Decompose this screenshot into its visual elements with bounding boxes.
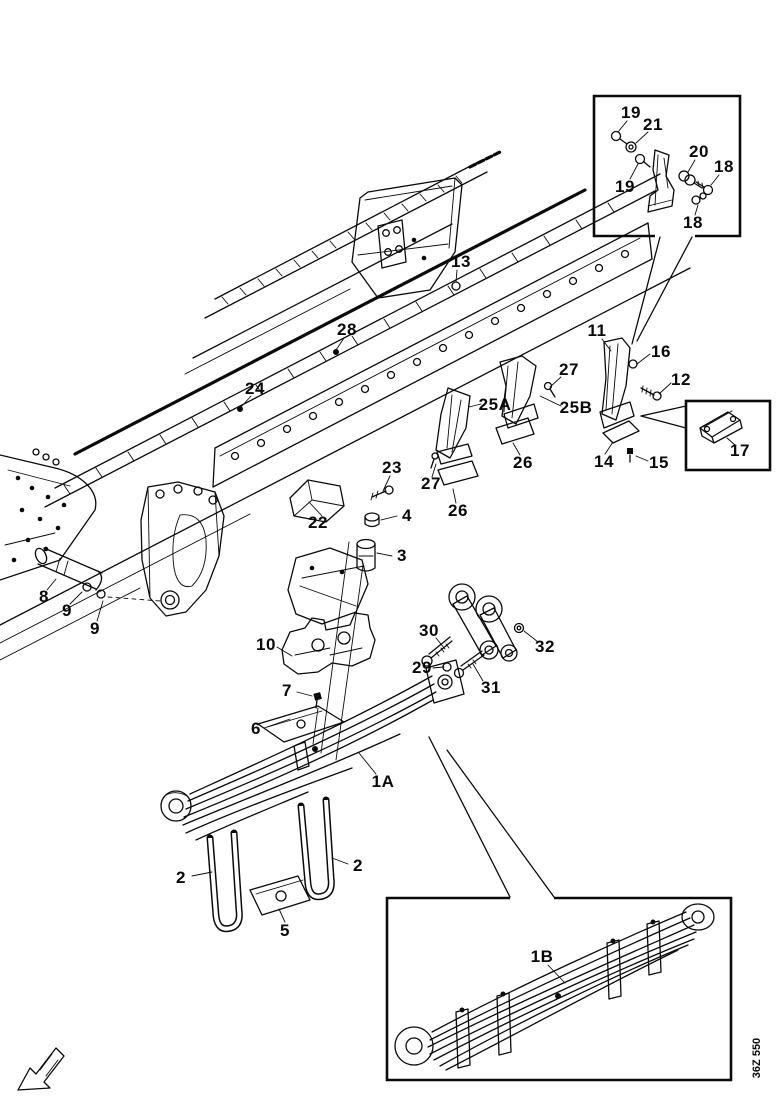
callout-26-first: 26	[513, 453, 533, 472]
callout-32: 32	[535, 637, 555, 656]
callout-4: 4	[402, 506, 412, 525]
rivet-holes	[232, 251, 629, 460]
callout-14: 14	[594, 452, 614, 471]
wear-pad-26-front	[438, 461, 478, 485]
wear-pad-14	[603, 421, 639, 443]
frame-end-gusset	[0, 449, 96, 580]
bolt-18a	[696, 181, 713, 195]
bolt-15	[627, 448, 633, 462]
callout-13: 13	[451, 252, 471, 271]
rebound-bracket	[648, 150, 674, 212]
rivets	[12, 476, 67, 563]
screw-27-rear	[545, 383, 556, 398]
washer-18b	[692, 193, 706, 204]
spring-pin-and-washers	[33, 547, 160, 601]
callout-26-second: 26	[448, 501, 468, 520]
callout-16: 16	[651, 342, 671, 361]
callout-31: 31	[481, 678, 501, 697]
callout-5: 5	[280, 921, 290, 940]
rubber-bumper-3	[357, 540, 375, 572]
callout-29: 29	[412, 658, 432, 677]
callout-1b: 1B	[530, 947, 554, 966]
figure-code: 36Z 550	[751, 1037, 763, 1079]
callout-17: 17	[730, 441, 750, 460]
callout-1a: 1A	[371, 772, 395, 791]
u-bolt-plate-5	[250, 876, 310, 915]
hanger-25b	[500, 356, 538, 428]
nut-4	[365, 513, 379, 527]
callout-23: 23	[382, 458, 402, 477]
spring-clip	[294, 742, 318, 770]
callout-8: 8	[39, 587, 49, 606]
bolt-19a	[612, 132, 628, 145]
callout-24: 24	[245, 379, 265, 398]
u-bolts-and-plate	[210, 800, 331, 929]
callout-9-first: 9	[62, 601, 72, 620]
bolt-16	[629, 360, 637, 368]
callout-30: 30	[419, 621, 439, 640]
callout-21: 21	[643, 115, 663, 134]
washer-21	[626, 142, 636, 152]
callout-27-first: 27	[559, 360, 579, 379]
bolt-23	[385, 486, 393, 494]
nut-32	[515, 624, 524, 633]
callout-11: 11	[587, 321, 607, 340]
callout-3: 3	[397, 546, 407, 565]
screw-27-front	[431, 453, 438, 468]
bumper-bracket-group	[290, 480, 393, 571]
nut-32-hole	[517, 626, 521, 630]
callout-27-second: 27	[421, 474, 441, 493]
screw-12	[641, 386, 661, 400]
callout-7: 7	[282, 681, 292, 700]
detail-inset-1b	[387, 737, 731, 1080]
front-direction-arrow-icon	[18, 1048, 64, 1090]
callout-25a: 25A	[478, 395, 512, 414]
leaf-spring-1a	[161, 660, 464, 840]
crossmember	[352, 178, 462, 298]
callout-19-second: 19	[615, 177, 635, 196]
callout-6: 6	[251, 719, 261, 738]
spacer-block-17	[700, 411, 742, 443]
callout-2-left: 2	[176, 868, 186, 887]
bolt-13	[452, 282, 460, 290]
callout-9-second: 9	[90, 619, 100, 638]
callout-28: 28	[337, 320, 357, 339]
callout-18-first: 18	[714, 157, 734, 176]
callout-10: 10	[256, 635, 276, 654]
callout-20: 20	[689, 142, 709, 161]
hanger-25a	[436, 388, 472, 464]
leaf-spring-1b	[395, 904, 714, 1070]
callout-18-second: 18	[683, 213, 703, 232]
callout-12: 12	[671, 370, 691, 389]
callout-19-first: 19	[621, 103, 641, 122]
callout-15: 15	[649, 453, 669, 472]
callout-2-right: 2	[353, 856, 363, 875]
callout-25b: 25B	[559, 398, 593, 417]
frame-reinforcement-channel	[213, 223, 652, 487]
callout-22: 22	[308, 513, 328, 532]
